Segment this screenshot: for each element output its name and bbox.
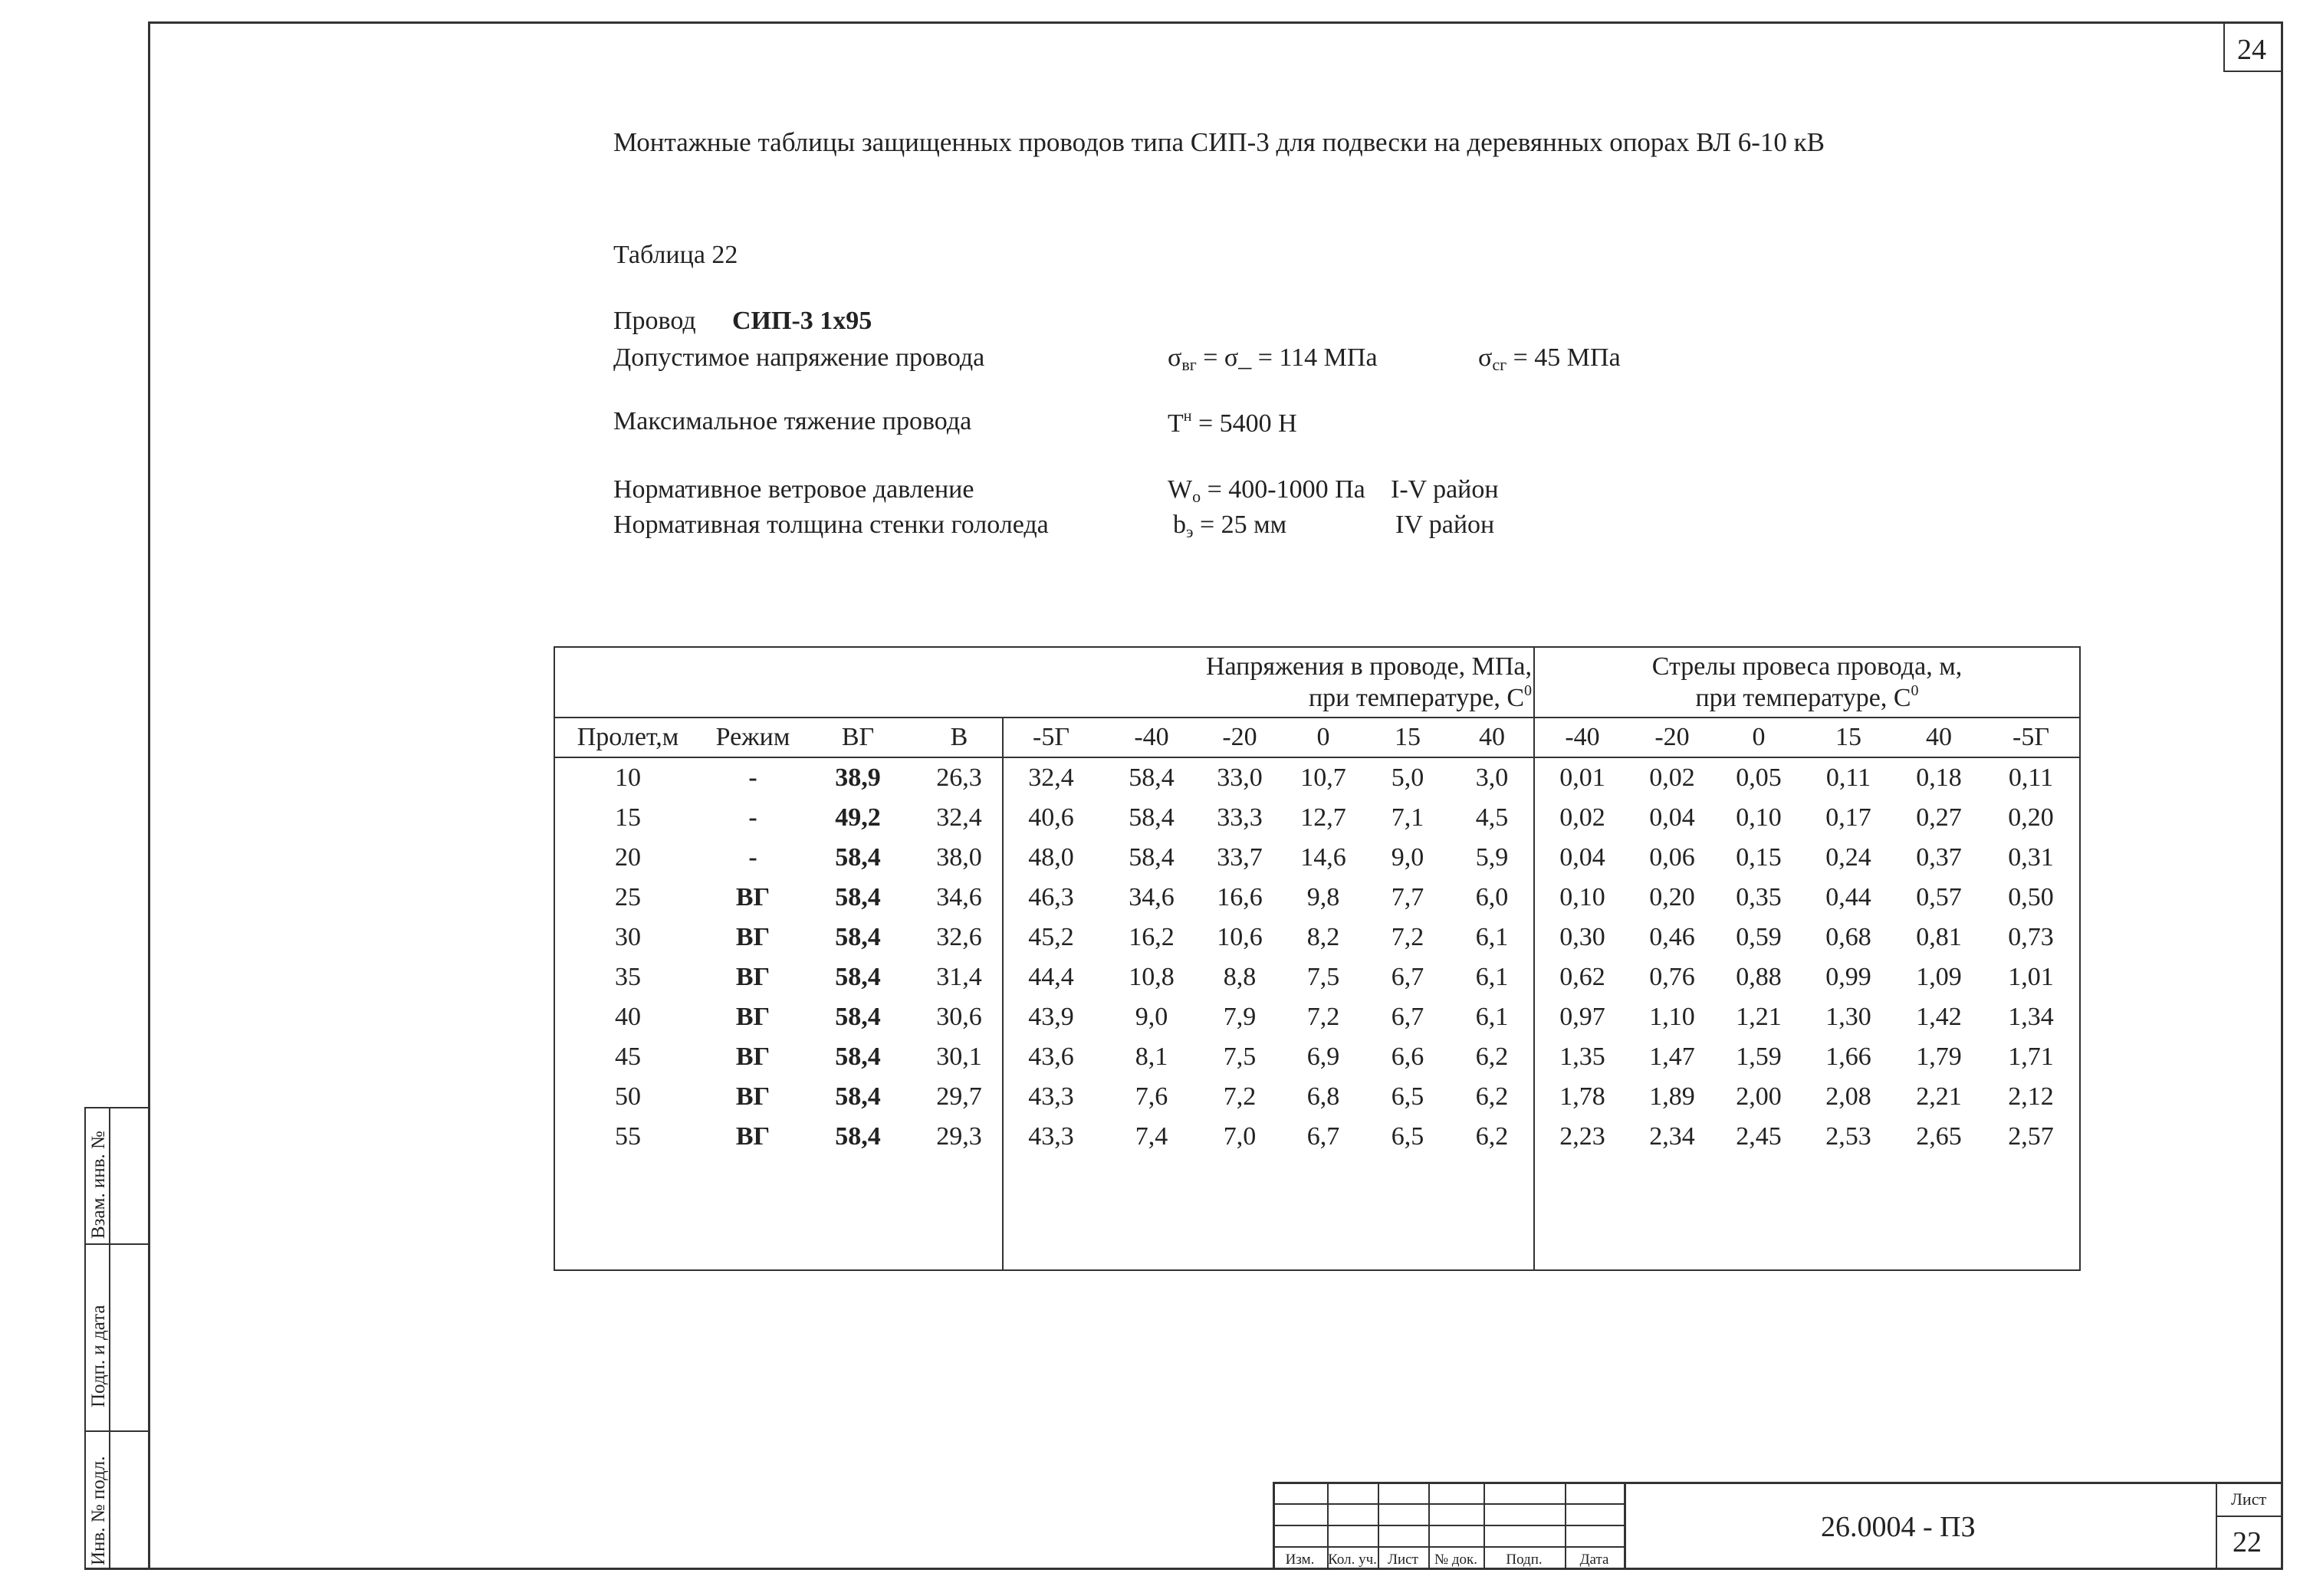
table-row <box>555 1044 2079 1084</box>
table-cell: 2,08 <box>1825 1082 1871 1111</box>
table-cell: 2,23 <box>1559 1122 1605 1151</box>
table-cell: 1,79 <box>1916 1043 1962 1071</box>
table-cell: 6,2 <box>1475 1043 1509 1071</box>
column-header: 0 <box>1316 723 1330 751</box>
table-cell: 10,6 <box>1217 923 1263 951</box>
table-cell: 0,02 <box>1559 803 1605 832</box>
table-cell: 6,7 <box>1306 1122 1340 1151</box>
table-cell: 0,57 <box>1916 883 1962 911</box>
table-cell: 3,0 <box>1475 764 1509 792</box>
table-cell: 58,4 <box>835 1082 881 1111</box>
table-cell: 44,4 <box>1028 963 1074 991</box>
table-cell: 0,24 <box>1825 843 1871 872</box>
table-cell: 33,7 <box>1217 843 1263 872</box>
table-cell: 1,30 <box>1825 1003 1871 1031</box>
table-label: Таблица 22 <box>613 241 738 269</box>
table-cell: 0,97 <box>1559 1003 1605 1031</box>
table-cell: 6,0 <box>1475 883 1509 911</box>
table-cell: 0,20 <box>1649 883 1695 911</box>
table-cell: - <box>748 764 757 792</box>
table-cell: 7,2 <box>1223 1082 1257 1111</box>
wire-label: Провод <box>613 307 696 335</box>
table-cell: 6,7 <box>1391 963 1424 991</box>
table-row <box>555 1124 2079 1164</box>
table-cell: 0,17 <box>1825 803 1871 832</box>
table-cell: 0,59 <box>1736 923 1782 951</box>
stamp-column-label: Подп. <box>1506 1552 1543 1568</box>
table-cell: 6,7 <box>1391 1003 1424 1031</box>
table-cell: 58,4 <box>1129 803 1175 832</box>
table-cell: 38,9 <box>835 764 881 792</box>
table-cell: 0,11 <box>1825 764 1871 792</box>
mounting-table <box>554 646 2081 1271</box>
table-cell: 58,4 <box>835 1122 881 1151</box>
table-cell: 2,12 <box>2008 1082 2054 1111</box>
table-cell: 6,1 <box>1475 923 1509 951</box>
table-cell: 40,6 <box>1028 803 1074 832</box>
table-cell: 0,81 <box>1916 923 1962 951</box>
ice-value: $b_э = 25$ мм <box>1173 511 1287 541</box>
table-cell: 45,2 <box>1028 923 1074 951</box>
table-cell: 0,02 <box>1649 764 1695 792</box>
table-cell: 33,3 <box>1217 803 1263 832</box>
column-header: -40 <box>1565 723 1600 751</box>
table-cell: 0,15 <box>1736 843 1782 872</box>
table-cell: 43,3 <box>1028 1122 1074 1151</box>
side-stamp <box>84 1107 150 1570</box>
table-cell: 32,4 <box>936 803 982 832</box>
table-cell: 6,9 <box>1306 1043 1340 1071</box>
stamp-column-label: Лист <box>1388 1552 1418 1568</box>
table-cell: 1,34 <box>2008 1003 2054 1031</box>
column-header: -20 <box>1222 723 1257 751</box>
table-cell: 1,71 <box>2008 1043 2054 1071</box>
column-header: В <box>950 723 968 751</box>
table-cell: 0,27 <box>1916 803 1962 832</box>
table-cell: 0,68 <box>1825 923 1871 951</box>
table-row <box>555 805 2079 845</box>
column-header: 40 <box>1926 723 1952 751</box>
table-cell: 0,04 <box>1559 843 1605 872</box>
table-cell: 58,4 <box>1129 843 1175 872</box>
column-header: ВГ <box>841 723 875 751</box>
table-cell: 7,5 <box>1223 1043 1257 1071</box>
sheet-corner-number: 24 <box>2237 34 2266 66</box>
column-header: -5Г <box>1033 723 1070 751</box>
table-cell: ВГ <box>735 883 770 911</box>
table-cell: 0,76 <box>1649 963 1695 991</box>
table-cell: 7,9 <box>1223 1003 1257 1031</box>
sheet-label: Лист <box>2231 1489 2267 1509</box>
table-cell: 16,2 <box>1129 923 1175 951</box>
table-cell: 16,6 <box>1217 883 1263 911</box>
table-cell: 50 <box>615 1082 641 1111</box>
wind-value: $W_o = 400-1000$ Па <box>1168 475 1365 506</box>
table-cell: 31,4 <box>936 963 982 991</box>
frame-right <box>2281 21 2283 1570</box>
table-cell: 0,31 <box>2008 843 2054 872</box>
table-cell: ВГ <box>735 963 770 991</box>
column-header: 0 <box>1752 723 1766 751</box>
table-cell: 0,18 <box>1916 764 1962 792</box>
table-cell: 1,01 <box>2008 963 2054 991</box>
table-cell: 48,0 <box>1028 843 1074 872</box>
table-cell: 1,35 <box>1559 1043 1605 1071</box>
table-cell: 7,2 <box>1306 1003 1340 1031</box>
table-cell: 0,11 <box>2008 764 2054 792</box>
table-cell: 49,2 <box>835 803 881 832</box>
column-header: 15 <box>1835 723 1861 751</box>
table-cell: 15 <box>615 803 641 832</box>
table-cell: 2,45 <box>1736 1122 1782 1151</box>
table-cell: 10 <box>615 764 641 792</box>
table-row <box>555 765 2079 805</box>
tension-value: $T^н = 5400$ Н <box>1168 408 1297 438</box>
column-header: Пролет,м <box>577 723 679 751</box>
table-row <box>555 1004 2079 1044</box>
table-cell: 6,6 <box>1391 1043 1424 1071</box>
table-cell: 6,2 <box>1475 1122 1509 1151</box>
table-cell: 38,0 <box>936 843 982 872</box>
table-cell: 0,88 <box>1736 963 1782 991</box>
table-cell: 46,3 <box>1028 883 1074 911</box>
table-cell: 26,3 <box>936 764 982 792</box>
table-cell: 10,7 <box>1300 764 1346 792</box>
table-cell: 20 <box>615 843 641 872</box>
table-cell: ВГ <box>735 1043 770 1071</box>
table-cell: 6,2 <box>1475 1082 1509 1111</box>
table-cell: 1,47 <box>1649 1043 1695 1071</box>
table-cell: - <box>748 843 757 872</box>
table-cell: 1,89 <box>1649 1082 1695 1111</box>
table-cell: 45 <box>615 1043 641 1071</box>
frame-top <box>148 21 2283 24</box>
table-row <box>555 964 2079 1004</box>
table-cell: 7,4 <box>1135 1122 1168 1151</box>
table-cell: 0,46 <box>1649 923 1695 951</box>
table-cell: 34,6 <box>936 883 982 911</box>
stamp-column-label: Кол. уч. <box>1328 1552 1377 1568</box>
table-cell: 0,20 <box>2008 803 2054 832</box>
table-cell: ВГ <box>735 1003 770 1031</box>
table-row <box>555 845 2079 885</box>
table-row <box>555 1084 2079 1124</box>
table-cell: 1,59 <box>1736 1043 1782 1071</box>
stress-value-1: $\sigma_{вг}$ = σ_ = 114 МПа <box>1168 343 1378 374</box>
table-cell: 32,6 <box>936 923 982 951</box>
table-cell: 0,06 <box>1649 843 1695 872</box>
ice-label: Нормативная толщина стенки гололеда <box>613 511 1049 539</box>
column-header: -5Г <box>2013 723 2049 751</box>
table-cell: 0,10 <box>1559 883 1605 911</box>
table-cell: 43,9 <box>1028 1003 1074 1031</box>
table-cell: 0,44 <box>1825 883 1871 911</box>
table-cell: 1,21 <box>1736 1003 1782 1031</box>
table-cell: 7,2 <box>1391 923 1424 951</box>
stamp-column-label: № док. <box>1434 1552 1478 1568</box>
table-cell: 55 <box>615 1122 641 1151</box>
table-cell: 43,6 <box>1028 1043 1074 1071</box>
table-cell: 0,04 <box>1649 803 1695 832</box>
table-cell: 0,05 <box>1736 764 1782 792</box>
table-cell: 8,1 <box>1135 1043 1168 1071</box>
table-cell: 0,37 <box>1916 843 1962 872</box>
table-cell: 8,8 <box>1223 963 1257 991</box>
table-cell: 2,34 <box>1649 1122 1695 1151</box>
table-cell: - <box>748 803 757 832</box>
table-cell: 6,8 <box>1306 1082 1340 1111</box>
table-cell: 1,66 <box>1825 1043 1871 1071</box>
table-cell: 7,7 <box>1391 883 1424 911</box>
table-cell: 1,09 <box>1916 963 1962 991</box>
table-cell: 5,9 <box>1475 843 1509 872</box>
wire-value: СИП-3 1x95 <box>732 307 872 335</box>
table-cell: 4,5 <box>1475 803 1509 832</box>
side-label-podp: Подп. и дата <box>88 1305 109 1407</box>
side-label-vzam: Взам. инв. № <box>88 1131 109 1239</box>
table-cell: 34,6 <box>1129 883 1175 911</box>
table-cell: 7,5 <box>1306 963 1340 991</box>
page-title: Монтажные таблицы защищенных проводов типа СИП-3 для подвески на деревянных опорах ВЛ 6-10 кВ <box>613 127 1825 157</box>
doc-code: 26.0004 - ПЗ <box>1821 1511 1976 1543</box>
table-cell: 58,4 <box>835 963 881 991</box>
table-cell: 1,42 <box>1916 1003 1962 1031</box>
table-cell: 6,5 <box>1391 1082 1424 1111</box>
table-cell: 29,7 <box>936 1082 982 1111</box>
stamp-column-label: Изм. <box>1285 1552 1315 1568</box>
column-header: Режим <box>715 723 790 751</box>
table-cell: 35 <box>615 963 641 991</box>
table-cell: 58,4 <box>1129 764 1175 792</box>
column-header: -20 <box>1654 723 1690 751</box>
table-cell: 12,7 <box>1300 803 1346 832</box>
table-cell: 2,65 <box>1916 1122 1962 1151</box>
side-label-inv: Инв. № подл. <box>88 1456 109 1565</box>
table-cell: 58,4 <box>835 883 881 911</box>
table-cell: 0,99 <box>1825 963 1871 991</box>
table-row <box>555 885 2079 924</box>
column-header: -40 <box>1134 723 1169 751</box>
table-cell: 7,0 <box>1223 1122 1257 1151</box>
title-block <box>1273 1482 2283 1570</box>
group-header-stress: Напряжения в проводе, МПа, при температуре, $С^0$ <box>1205 652 1532 712</box>
table-cell: 9,8 <box>1306 883 1340 911</box>
table-cell: 10,8 <box>1129 963 1175 991</box>
table-cell: 58,4 <box>835 923 881 951</box>
table-cell: 43,3 <box>1028 1082 1074 1111</box>
table-cell: 0,50 <box>2008 883 2054 911</box>
column-header: 40 <box>1479 723 1505 751</box>
table-cell: 2,57 <box>2008 1122 2054 1151</box>
table-cell: 30 <box>615 923 641 951</box>
table-cell: 1,78 <box>1559 1082 1605 1111</box>
table-cell: 29,3 <box>936 1122 982 1151</box>
table-cell: 30,6 <box>936 1003 982 1031</box>
table-cell: 58,4 <box>835 1043 881 1071</box>
table-cell: 6,5 <box>1391 1122 1424 1151</box>
table-cell: 9,0 <box>1391 843 1424 872</box>
table-cell: ВГ <box>735 1122 770 1151</box>
table-cell: 2,00 <box>1736 1082 1782 1111</box>
column-header-row <box>555 724 2079 764</box>
table-cell: 30,1 <box>936 1043 982 1071</box>
ice-region: IV район <box>1395 511 1495 539</box>
table-cell: 0,30 <box>1559 923 1605 951</box>
table-cell: 25 <box>615 883 641 911</box>
table-cell: 0,10 <box>1736 803 1782 832</box>
table-cell: 58,4 <box>835 1003 881 1031</box>
wind-label: Нормативное ветровое давление <box>613 475 974 504</box>
table-cell: 5,0 <box>1391 764 1424 792</box>
table-cell: ВГ <box>735 1082 770 1111</box>
table-cell: 0,35 <box>1736 883 1782 911</box>
table-cell: 6,1 <box>1475 1003 1509 1031</box>
table-cell: ВГ <box>735 923 770 951</box>
table-cell: 2,53 <box>1825 1122 1871 1151</box>
column-header: 15 <box>1395 723 1421 751</box>
table-cell: 7,1 <box>1391 803 1424 832</box>
table-cell: 1,10 <box>1649 1003 1695 1031</box>
table-cell: 0,73 <box>2008 923 2054 951</box>
stamp-column-label: Дата <box>1579 1552 1609 1568</box>
stress-label: Допустимое напряжение провода <box>613 343 985 372</box>
table-cell: 2,21 <box>1916 1082 1962 1111</box>
table-cell: 14,6 <box>1300 843 1346 872</box>
table-cell: 9,0 <box>1135 1003 1168 1031</box>
group-header-sag: Стрелы провеса провода, м, при температуре, $С^0$ <box>1651 652 1963 712</box>
table-cell: 6,1 <box>1475 963 1509 991</box>
table-cell: 8,2 <box>1306 923 1340 951</box>
table-cell: 58,4 <box>835 843 881 872</box>
table-cell: 33,0 <box>1217 764 1263 792</box>
sheet-number: 22 <box>2233 1526 2262 1558</box>
table-cell: 32,4 <box>1028 764 1074 792</box>
stress-value-2: $\sigma_{сг} = 45$ МПа <box>1478 343 1621 374</box>
table-cell: 7,6 <box>1135 1082 1168 1111</box>
table-row <box>555 924 2079 964</box>
tension-label: Максимальное тяжение провода <box>613 407 972 435</box>
table-cell: 0,62 <box>1559 963 1605 991</box>
wind-region: I-V район <box>1391 475 1499 504</box>
table-cell: 40 <box>615 1003 641 1031</box>
table-cell: 0,01 <box>1559 764 1605 792</box>
